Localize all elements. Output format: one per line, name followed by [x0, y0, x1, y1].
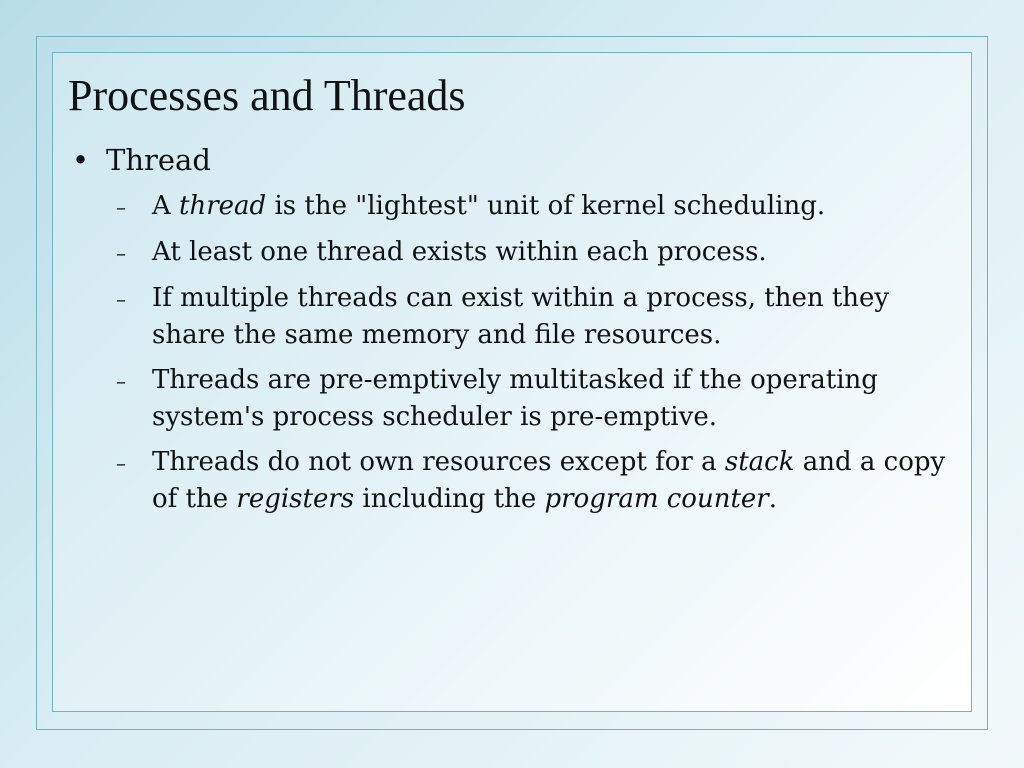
slide-content	[68, 142, 948, 526]
emphasized-term: registers	[236, 483, 355, 514]
emphasized-term: thread	[179, 190, 267, 221]
bullet-marker: •	[72, 143, 90, 177]
sub-bullet-dash: –	[116, 286, 126, 311]
sub-bullet-dash: –	[116, 240, 126, 265]
sub-bullet-text	[152, 362, 948, 436]
slide-title: Processes and Threads	[68, 71, 466, 120]
text-fragment: .	[768, 483, 777, 514]
emphasized-term: stack	[724, 446, 795, 477]
text-fragment: Threads are pre-emptively multitasked if the operating system's process scheduler is pre-emptive.	[152, 364, 878, 432]
text-fragment: A	[152, 190, 180, 221]
text-fragment: is the "lightest" unit of kernel scheduling.	[266, 190, 826, 221]
sub-bullet-text	[152, 280, 948, 354]
sub-bullet-text	[152, 234, 948, 271]
text-fragment: If multiple threads can exist within a process, then they share the same memory and file resources.	[152, 282, 890, 350]
sub-bullet-item	[116, 280, 948, 354]
text-fragment: including the	[354, 483, 545, 514]
sub-bullet-list	[68, 188, 948, 518]
sub-bullet-item	[116, 188, 948, 226]
text-fragment: Threads do not own resources except for a	[152, 446, 725, 477]
sub-bullet-item	[116, 444, 948, 518]
sub-bullet-text	[152, 188, 948, 225]
sub-bullet-dash: –	[116, 450, 126, 475]
text-fragment: and a copy of the	[152, 446, 946, 514]
bullet-label: Thread	[106, 143, 211, 177]
sub-bullet-dash: –	[116, 194, 126, 219]
sub-bullet-item	[116, 234, 948, 272]
text-fragment: At least one thread exists within each process.	[152, 236, 767, 267]
bullet-thread	[68, 142, 948, 180]
sub-bullet-dash: –	[116, 368, 126, 393]
sub-bullet-item	[116, 362, 948, 436]
sub-bullet-text	[152, 444, 948, 518]
emphasized-term: program counter	[544, 483, 769, 514]
